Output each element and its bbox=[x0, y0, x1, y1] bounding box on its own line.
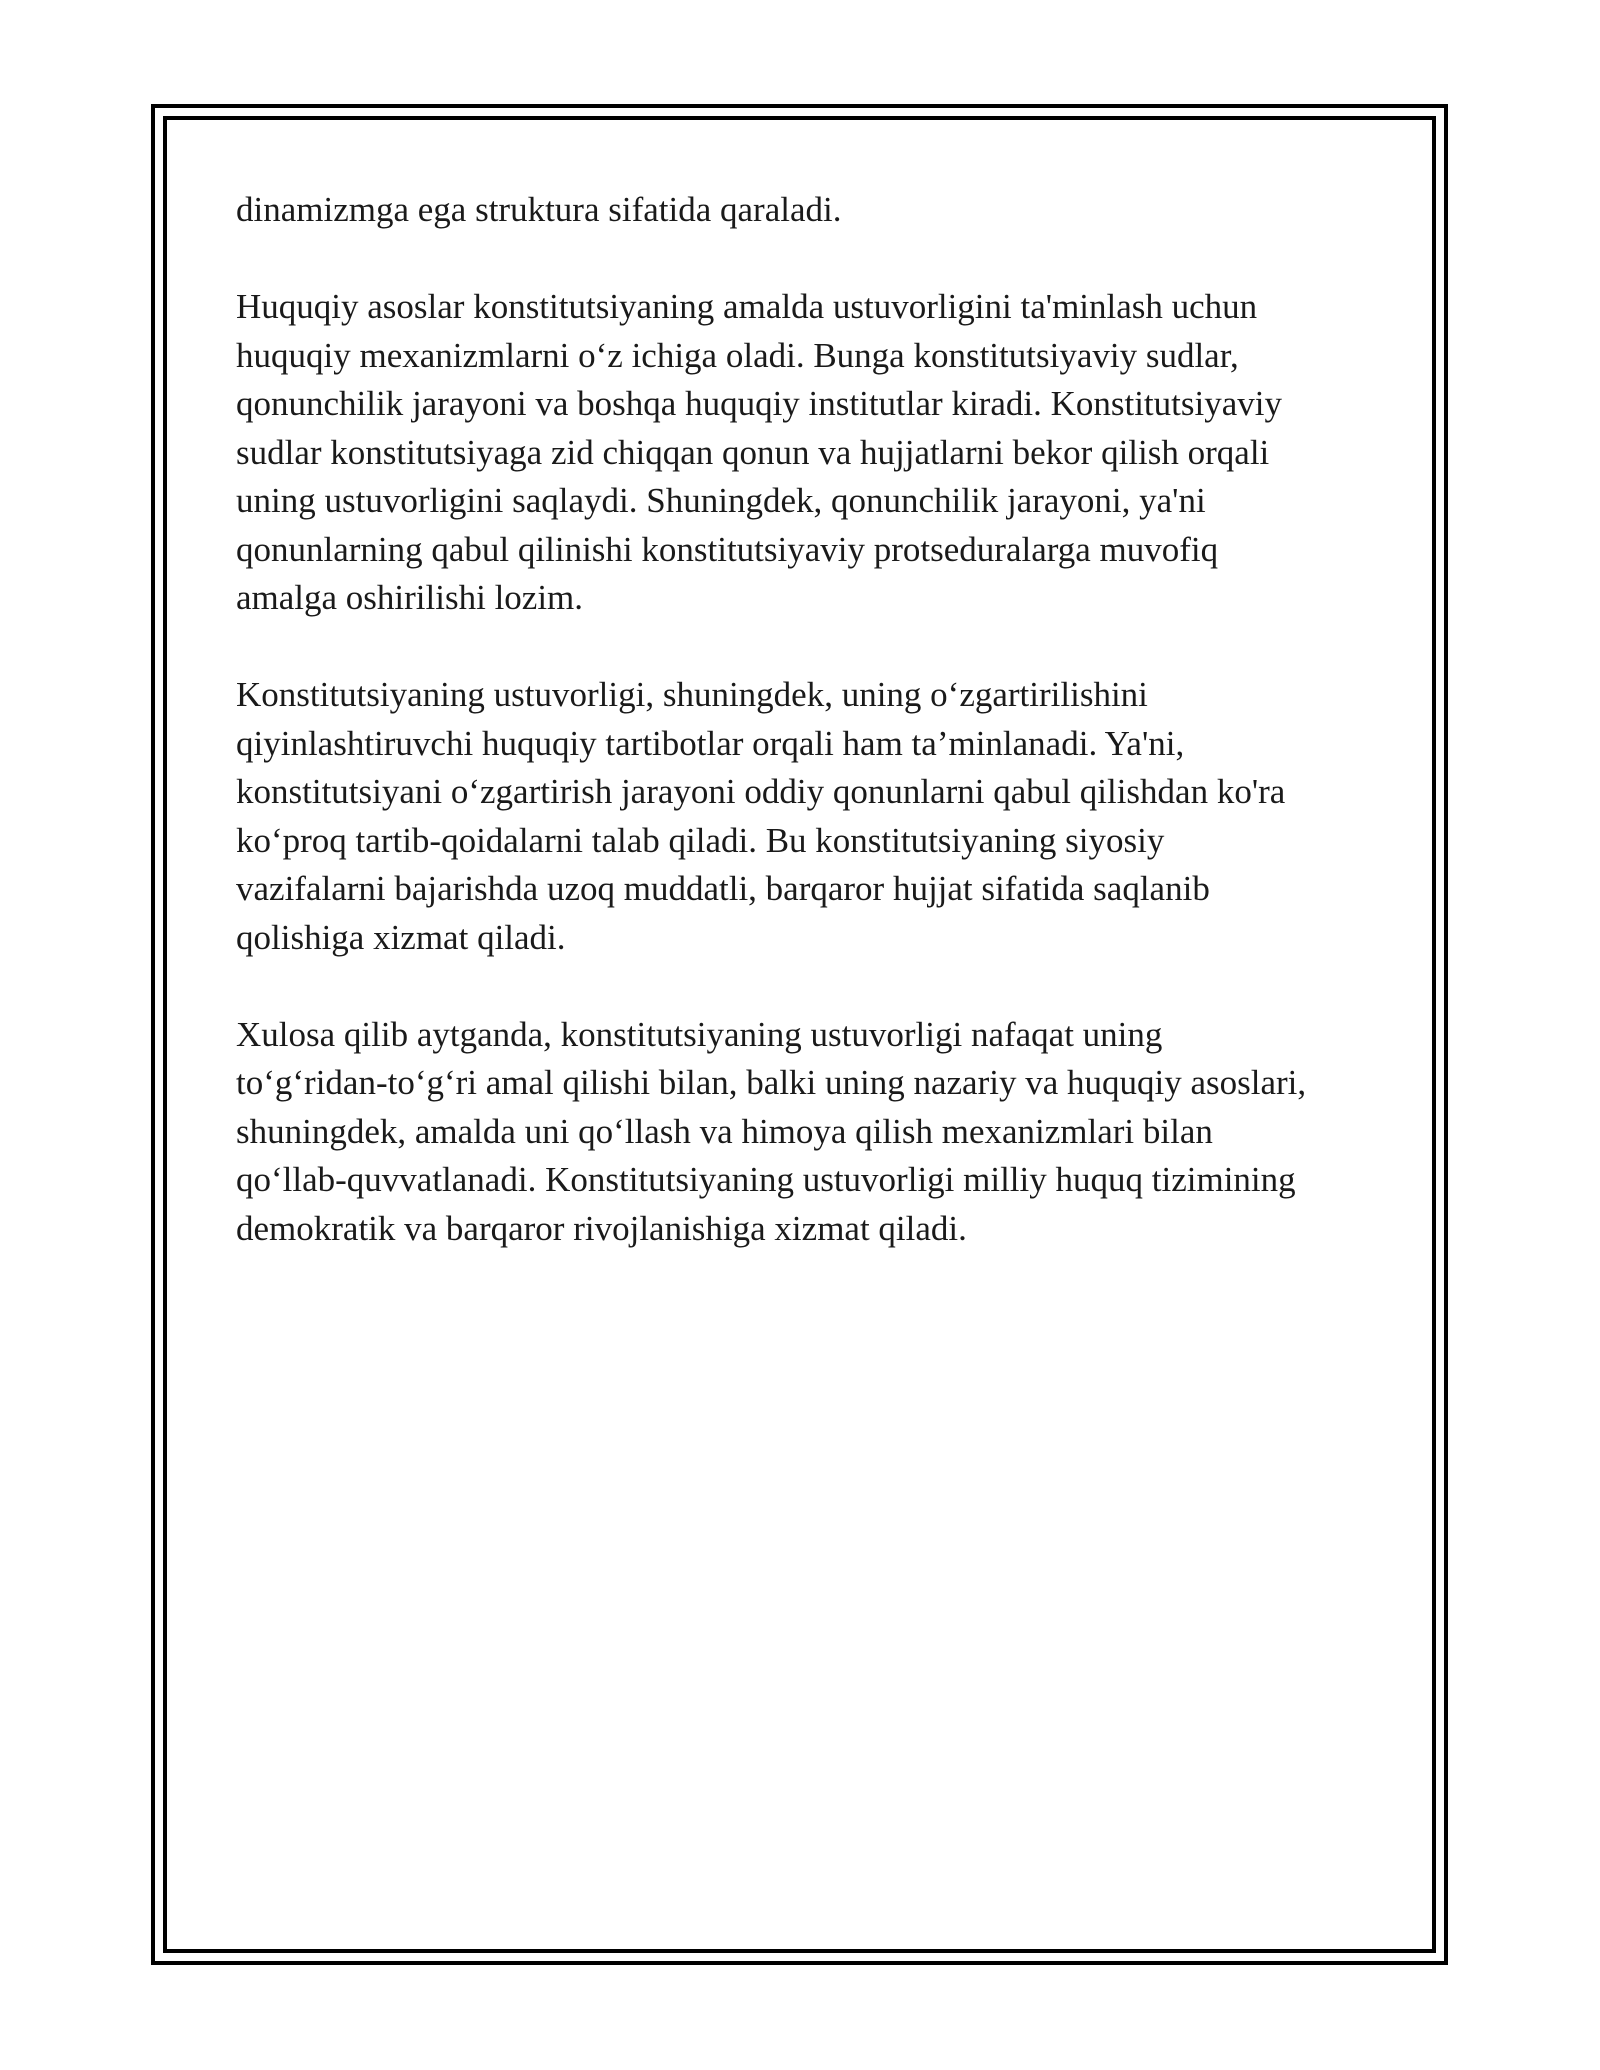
text-line: to‘g‘ridan-to‘g‘ri amal qilishi bilan, balki uning nazariy va huquqiy asoslari, bbox=[236, 1063, 1307, 1102]
text-line: sudlar konstitutsiyaga zid chiqqan qonun va hujjatlarni bekor qilish orqali bbox=[236, 432, 1270, 472]
text-line: qo‘llab-quvvatlanadi. Konstitutsiyaning ustuvorligi milliy huquq tizimining bbox=[236, 1160, 1296, 1199]
text-line: amalga oshirilishi lozim. bbox=[236, 578, 584, 617]
text-line: shuningdek, amalda uni qo‘llash va himoya qilish mexanizmlari bilan bbox=[236, 1111, 1213, 1151]
text-line: qolishiga xizmat qiladi. bbox=[236, 917, 566, 957]
text-line: Konstitutsiyaning ustuvorligi, shuningdek, uning o‘zgartirilishini bbox=[236, 675, 1148, 714]
text-line: demokratik va barqaror rivojlanishiga xizmat qiladi. bbox=[236, 1208, 967, 1248]
text-line: huquqiy mexanizmlarni o‘z ichiga oladi. Bunga konstitutsiyaviy sudlar, bbox=[236, 335, 1239, 375]
text-line: konstitutsiyani o‘zgartirish jarayoni oddiy qonunlarni qabul qilishdan ko'ra bbox=[236, 772, 1286, 811]
paragraph-1 bbox=[236, 186, 1376, 235]
text-line: dinamizmga ega struktura sifatida qaraladi. bbox=[236, 190, 842, 229]
text-line: qonunlarning qabul qilinishi konstitutsiyaviy protseduralarga muvofiq bbox=[236, 529, 1219, 569]
text-line: qiyinlashtiruvchi huquqiy tartibotlar orqali ham ta’minlanadi. Ya'ni, bbox=[236, 723, 1185, 763]
paragraph-4 bbox=[236, 1011, 1376, 1254]
text-line: vazifalarni bajarishda uzoq muddatli, barqaror hujjat sifatida saqlanib bbox=[236, 869, 1210, 908]
text-line: uning ustuvorligini saqlaydi. Shuningdek, qonunchilik jarayoni, ya'ni bbox=[236, 481, 1206, 520]
text-line: Xulosa qilib aytganda, konstitutsiyaning ustuvorligi nafaqat uning bbox=[236, 1014, 1163, 1054]
text-line: qonunchilik jarayoni va boshqa huquqiy institutlar kiradi. Konstitutsiyaviy bbox=[236, 384, 1282, 423]
text-line: Huquqiy asoslar konstitutsiyaning amalda ustuvorligini ta'minlash uchun bbox=[236, 287, 1258, 326]
page-body bbox=[236, 186, 1376, 1302]
paragraph-3 bbox=[236, 671, 1376, 962]
text-line: ko‘proq tartib-qoidalarni talab qiladi. Bu konstitutsiyaning siyosiy bbox=[236, 820, 1165, 860]
paragraph-2 bbox=[236, 283, 1376, 623]
